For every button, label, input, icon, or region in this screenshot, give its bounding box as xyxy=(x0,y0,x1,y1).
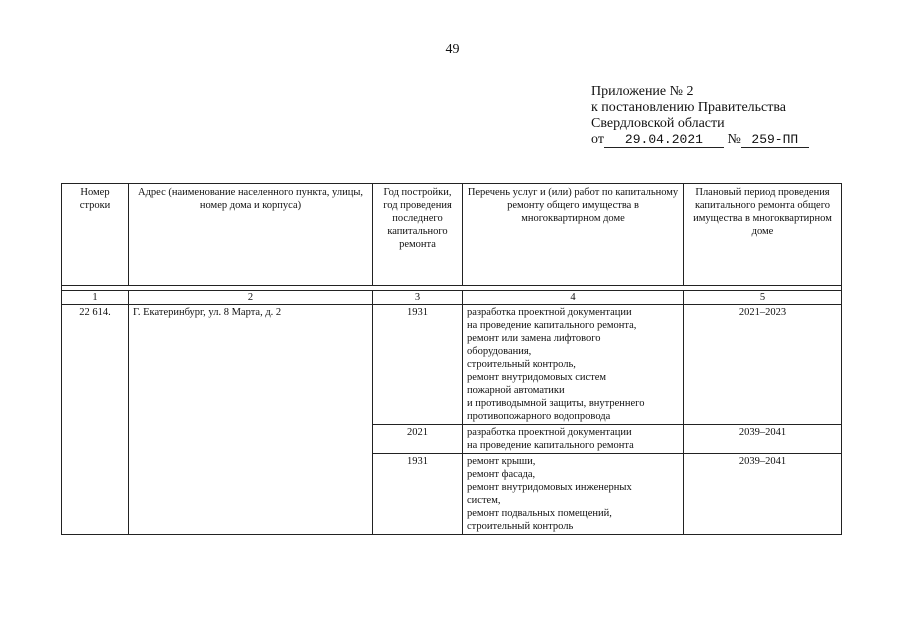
header-address: Адрес (наименование населенного пункта, улицы, номер дома и корпуса) xyxy=(129,184,373,286)
year-cell: 2021 xyxy=(373,425,463,454)
appendix-title: Приложение № 2 xyxy=(591,84,694,99)
work-line: разработка проектной документации xyxy=(467,307,632,318)
table-header-row xyxy=(62,184,842,286)
year-cell: 1931 xyxy=(373,305,463,425)
header-year: Год постройки, год проведения последнего капитального ремонта xyxy=(373,184,463,286)
repair-schedule-table xyxy=(61,183,842,535)
from-label: от xyxy=(591,132,604,147)
column-number: 1 xyxy=(62,291,129,305)
work-line: на проведение капитального ремонта, xyxy=(467,320,637,331)
work-line: и противодымной защиты, внутреннего xyxy=(467,398,645,409)
header-row-number: Номер строки xyxy=(62,184,129,286)
header-period: Плановый период проведения капитального ремонта общего имущества в многоквартирном доме xyxy=(684,184,842,286)
work-line: пожарной автоматики xyxy=(467,385,565,396)
address-cell: Г. Екатеринбург, ул. 8 Марта, д. 2 xyxy=(129,305,373,535)
table-row xyxy=(62,305,842,425)
work-line: строительный контроль xyxy=(467,521,574,532)
resolution-number: 259-ПП xyxy=(741,133,809,148)
work-line: оборудования, xyxy=(467,346,532,357)
row-number: 22 614. xyxy=(62,305,129,535)
period-cell: 2021–2023 xyxy=(684,305,842,425)
work-line: ремонт внутридомовых инженерных xyxy=(467,482,632,493)
appendix-block xyxy=(591,84,809,148)
work-line: разработка проектной документации xyxy=(467,427,632,438)
works-cell xyxy=(463,454,684,535)
header-works: Перечень услуг и (или) работ по капитальному ремонту общего имущества в многоквартирном доме xyxy=(463,184,684,286)
work-line: ремонт фасада, xyxy=(467,469,536,480)
appendix-date-line xyxy=(591,132,809,148)
appendix-region: Свердловской области xyxy=(591,116,725,131)
work-line: строительный контроль, xyxy=(467,359,576,370)
works-cell xyxy=(463,425,684,454)
work-line: ремонт крыши, xyxy=(467,456,536,467)
page-number: 49 xyxy=(445,42,460,57)
work-line: на проведение капитального ремонта xyxy=(467,440,634,451)
work-line: ремонт внутридомовых систем xyxy=(467,372,607,383)
column-number-row xyxy=(62,291,842,305)
work-line: систем, xyxy=(467,495,501,506)
work-line: противопожарного водопровода xyxy=(467,411,611,422)
number-label: № xyxy=(727,132,741,147)
appendix-reference: к постановлению Правительства xyxy=(591,100,787,115)
column-number: 3 xyxy=(373,291,463,305)
column-number: 2 xyxy=(129,291,373,305)
year-cell: 1931 xyxy=(373,454,463,535)
period-cell: 2039–2041 xyxy=(684,454,842,535)
column-number: 5 xyxy=(684,291,842,305)
works-cell xyxy=(463,305,684,425)
column-number: 4 xyxy=(463,291,684,305)
work-line: ремонт или замена лифтового xyxy=(467,333,601,344)
resolution-date: 29.04.2021 xyxy=(604,133,724,148)
work-line: ремонт подвальных помещений, xyxy=(467,508,612,519)
period-cell: 2039–2041 xyxy=(684,425,842,454)
